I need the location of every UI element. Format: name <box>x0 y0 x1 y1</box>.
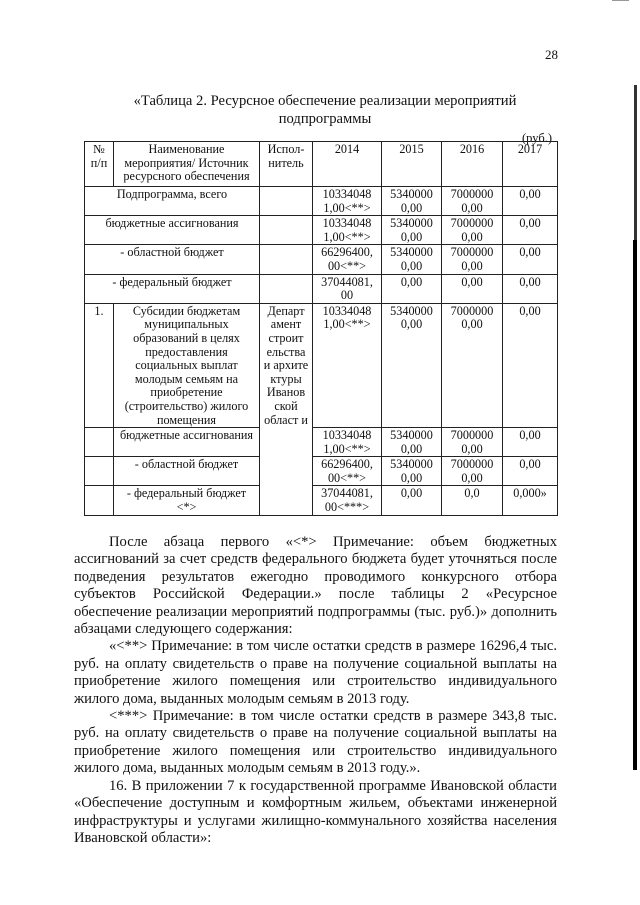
table-row-item-1 <box>85 303 558 427</box>
cell-2014: 66296400, 00<**> <box>313 457 382 486</box>
cell-2017: 0,00 <box>503 457 558 486</box>
header-name: Наименование мероприятия/ Источник ресурсного обеспечения <box>114 142 260 187</box>
paragraph-item-16: 16. В приложении 7 к государственной программе Ивановской области «Обеспечение доступным и комфортным жильем, объектами инженерной инфраструктуры и услугами жилищно-коммунального хозяйства населения Ивановской области»: <box>74 777 557 846</box>
table-row <box>85 187 558 216</box>
item-num: 1. <box>85 303 114 427</box>
row-label: - областной бюджет <box>114 457 260 486</box>
cell-2015: 5340000 0,00 <box>382 216 442 245</box>
table-row <box>85 428 558 457</box>
header-2015: 2015 <box>382 142 442 187</box>
cell-2016: 7000000 0,00 <box>442 428 503 457</box>
cell-2015: 0,00 <box>382 274 442 303</box>
table-title-line1: «Таблица 2. Ресурсное обеспечение реализации мероприятий <box>133 93 517 109</box>
cell-2016: 0,00 <box>442 274 503 303</box>
cell-2014: 10334048 1,00<**> <box>313 303 382 427</box>
row-label: Подпрограмма, всего <box>85 187 260 216</box>
body-text <box>74 534 557 847</box>
cell-2016: 7000000 0,00 <box>442 303 503 427</box>
cell-2017: 0,00 <box>503 274 558 303</box>
cell-2017: 0,00 <box>503 303 558 427</box>
item-executor: Департ амент строит ельства и архите ктуры Иванов ской област и <box>260 303 313 515</box>
header-executor: Испол-нитель <box>260 142 313 187</box>
row-executor <box>260 274 313 303</box>
row-label: - федеральный бюджет <*> <box>114 486 260 515</box>
cell-2015: 0,00 <box>382 486 442 515</box>
resource-table <box>84 141 558 516</box>
row-executor <box>260 245 313 274</box>
table-title-line2: подпрограммы <box>278 111 372 127</box>
cell-2017: 0,00 <box>503 216 558 245</box>
cell-2015: 5340000 0,00 <box>382 187 442 216</box>
row-label: бюджетные ассигнования <box>114 428 260 457</box>
empty-num <box>85 457 114 486</box>
header-num: № п/п <box>85 142 114 187</box>
row-label: бюджетные ассигнования <box>85 216 260 245</box>
table-row <box>85 274 558 303</box>
scan-edge-artifact-lower <box>633 240 637 770</box>
cell-2016: 7000000 0,00 <box>442 245 503 274</box>
page-number: 28 <box>545 47 558 62</box>
cell-2016: 0,0 <box>442 486 503 515</box>
header-2016: 2016 <box>442 142 503 187</box>
table-row <box>85 216 558 245</box>
cell-2014: 37044081, 00 <box>313 274 382 303</box>
header-2014: 2014 <box>313 142 382 187</box>
cell-2014: 10334048 1,00<**> <box>313 216 382 245</box>
table-title <box>90 92 560 128</box>
cell-2017: 0,000» <box>503 486 558 515</box>
empty-num <box>85 428 114 457</box>
cell-2017: 0,00 <box>503 428 558 457</box>
cell-2015: 5340000 0,00 <box>382 428 442 457</box>
cell-2016: 7000000 0,00 <box>442 216 503 245</box>
cell-2014: 10334048 1,00<**> <box>313 428 382 457</box>
table-row <box>85 245 558 274</box>
scan-artifact-top <box>612 0 629 1</box>
table-row <box>85 486 558 515</box>
cell-2017: 0,00 <box>503 187 558 216</box>
row-executor <box>260 187 313 216</box>
paragraph-note-3: <***> Примечание: в том числе остатки средств в размере 343,8 тыс. руб. на оплату свидетельств о праве на получение социальной выплаты на приобретение жилого помещения или строительство индивидуального жилого дома, выданных молодым семьям в 2013 году.». <box>74 708 557 777</box>
table-header-row <box>85 142 558 187</box>
cell-2015: 5340000 0,00 <box>382 303 442 427</box>
empty-num <box>85 486 114 515</box>
cell-2017: 0,00 <box>503 245 558 274</box>
header-2017: 2017 <box>503 142 558 187</box>
paragraph-after-first: После абзаца первого «<*> Примечание: объем бюджетных ассигнований за счет средств федерального бюджета будет уточняться после подведения результатов ежегодно проводимого конкурсного отбора субъектов Российской Федерации.» после таблицы 2 «Ресурсное обеспечение реализации мероприятий подпрограммы (тыс. руб.)» дополнить абзацами следующего содержания: <box>74 534 557 638</box>
row-label: - федеральный бюджет <box>85 274 260 303</box>
table-unit: (руб.) <box>522 131 552 145</box>
paragraph-note-2: «<**> Примечание: в том числе остатки средств в размере 16296,4 тыс. руб. на оплату свидетельств о праве на получение социальной выплаты на приобретение жилого помещения или строительство индивидуального жилого дома, выданных молодым семьям в 2013 году. <box>74 638 557 707</box>
row-executor <box>260 216 313 245</box>
cell-2016: 7000000 0,00 <box>442 457 503 486</box>
cell-2015: 5340000 0,00 <box>382 457 442 486</box>
item-name: Субсидии бюджетам муниципальных образований в целях предоставления социальных выплат молодым семьям на приобретение (строительство) жилого помещения <box>114 303 260 427</box>
cell-2014: 10334048 1,00<**> <box>313 187 382 216</box>
cell-2015: 5340000 0,00 <box>382 245 442 274</box>
table-row <box>85 457 558 486</box>
row-label: - областной бюджет <box>85 245 260 274</box>
cell-2014: 66296400, 00<**> <box>313 245 382 274</box>
cell-2014: 37044081, 00<***> <box>313 486 382 515</box>
cell-2016: 7000000 0,00 <box>442 187 503 216</box>
